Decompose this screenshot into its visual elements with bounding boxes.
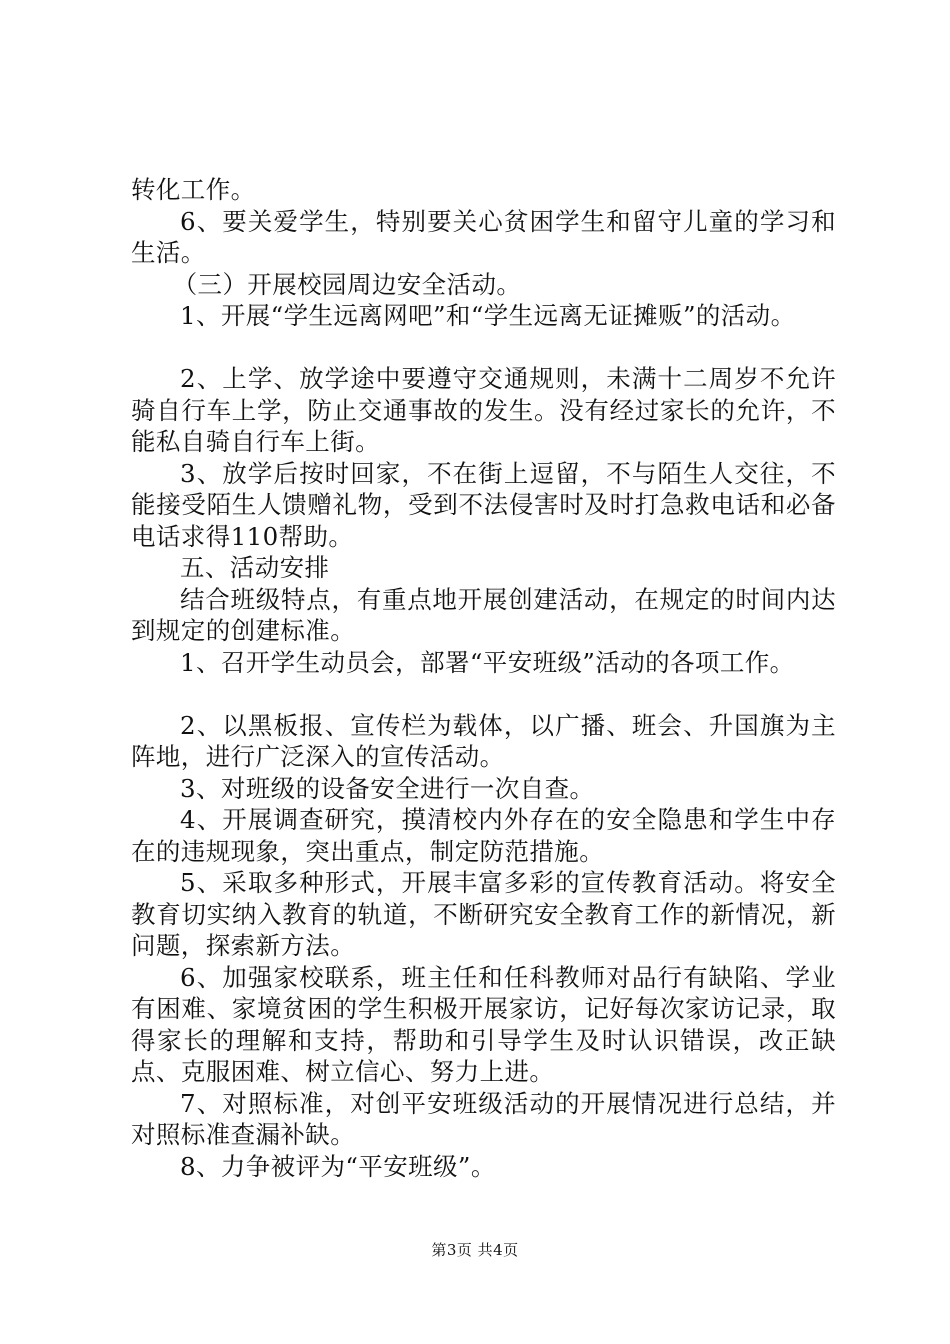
paragraph-item-1-internet-cafe: 1、开展“学生远离网吧”和“学生远离无证摊贩”的活动。 <box>180 301 796 330</box>
paragraph-item-6-care-students: 6、要关爱学生，特别要关心贫困学生和留守儿童的学习和生活。 <box>131 206 836 267</box>
page-number-footer: 第3页 共4页 <box>431 1241 519 1259</box>
paragraph-schedule-item-2: 2、以黑板报、宣传栏为载体，以广播、班会、升国旗为主阵地，进行广泛深入的宣传活动。 <box>131 710 836 771</box>
paragraph-schedule-item-3: 3、对班级的设备安全进行一次自查。 <box>180 773 595 803</box>
document-body <box>131 174 836 1182</box>
paragraph-schedule-item-6: 6、加强家校联系，班主任和任科教师对品行有缺陷、学业有困难、家境贫困的学生积极开展家访，记好每次家访记录，取得家长的理解和支持，帮助和引导学生及时认识错误，改正缺点、克服困难、树立信心、努力上进。 <box>131 962 836 1086</box>
blank-line <box>131 678 836 710</box>
paragraph-item-3-go-home: 3、放学后按时回家，不在街上逗留，不与陌生人交往，不能接受陌生人馈赠礼物，受到不法侵害时及时打急救电话和必备电话求得110帮助。 <box>131 458 836 551</box>
paragraph-schedule-item-4: 4、开展调查研究，摸清校内外存在的安全隐患和学生中存在的违规现象，突出重点，制定防范措施。 <box>131 805 836 866</box>
paragraph-schedule-intro: 结合班级特点，有重点地开展创建活动，在规定的时间内达到规定的创建标准。 <box>131 584 836 645</box>
paragraph-schedule-item-8: 8、力争被评为“平安班级”。 <box>180 1151 496 1181</box>
paragraph-item-2-traffic-rules: 2、上学、放学途中要遵守交通规则，未满十二周岁不允许骑自行车上学，防止交通事故的发生。没有经过家长的允许，不能私自骑自行车上街。 <box>131 364 836 456</box>
paragraph-schedule-item-7: 7、对照标准，对创平安班级活动的开展情况进行总结，并对照标准查漏补缺。 <box>131 1088 836 1149</box>
paragraph-schedule-item-1: 1、召开学生动员会，部署“平安班级”活动的各项工作。 <box>180 647 795 677</box>
blank-line <box>131 332 836 364</box>
section-heading-activity-schedule: 五、活动安排 <box>180 553 330 582</box>
section-heading-campus-safety: （三）开展校园周边安全活动。 <box>172 269 522 299</box>
paragraph-continuation: 转化工作。 <box>131 175 256 204</box>
paragraph-schedule-item-5: 5、采取多种形式，开展丰富多彩的宣传教育活动。将安全教育切实纳入教育的轨道，不断研究安全教育工作的新情况，新问题，探索新方法。 <box>131 868 836 960</box>
